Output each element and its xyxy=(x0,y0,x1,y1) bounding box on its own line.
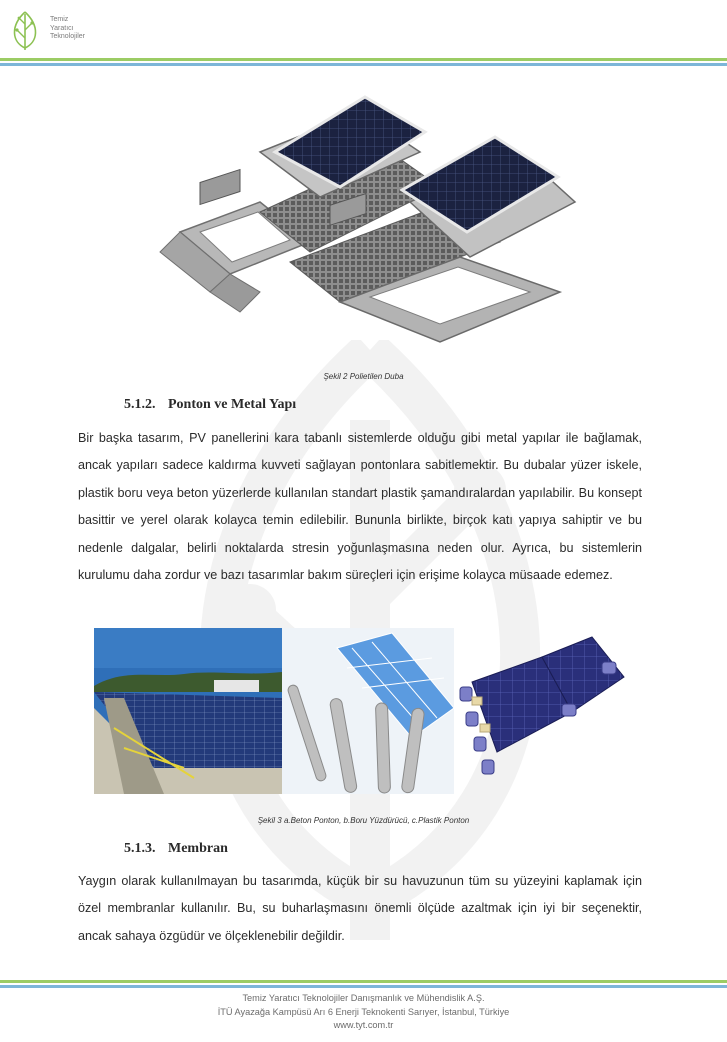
section-heading-5-1-3 xyxy=(124,841,228,857)
header-rule-green xyxy=(0,58,727,61)
image-pipe-floater xyxy=(282,628,454,794)
logo-line-1: Temiz xyxy=(50,16,69,23)
footer-address: İTÜ Ayazağa Kampüsü Arı 6 Enerji Teknokenti Sarıyer, İstanbul, Türkiye xyxy=(217,1006,510,1017)
logo-line-3: Teknolojiler xyxy=(50,33,86,40)
footer-company: Temiz Yaratıcı Teknolojiler Danışmanlık ve Mühendislik A.Ş. xyxy=(242,993,485,1003)
logo-line-2: Yaratıcı xyxy=(50,24,74,32)
section-heading-5-1-2 xyxy=(124,397,296,413)
section-number: 5.1.2. xyxy=(124,397,156,412)
paragraph-ponton-metal: Bir başka tasarım, PV panellerini kara tabanlı sistemlerde olduğu gibi metal yapılar ile bağlamak, ancak yapıları sadece kaldırma kuvveti sağlayan pontonlara sabitlemektir. Bu dubalar yüzer iskele, plastik boru veya beton yüzerlerde kullanılan standart plastik şamandıralardan yapılabilir. Bu konsept basittir ve yerel olarak kolayca temin edilebilir. Bununla birlikte, birçok katı yapıya sahiptir ve bu nedenle dalgalar, belirli noktalarda stresin yoğunlaşmasına neden olur. Ayrıca, bu sistemlerin kurulumu daha zordur ve bazı tasarımlar bakım süreçleri için erişime kolayca müsaade edemez. xyxy=(78,431,642,583)
figure-3-caption: Şekil 3 a.Beton Ponton, b.Boru Yüzdürücü, c.Plastik Ponton xyxy=(257,816,470,825)
header-rule-blue xyxy=(0,63,727,66)
paragraph-membran: Yaygın olarak kullanılmayan bu tasarımda, küçük bir su havuzunun tüm su yüzeyini kaplamak için özel membranlar kullanılır. Bu, su buharlaşmasını önemli ölçüde azaltmak için iyi bir seçenektir, ancak sahaya özgüdür ve ölçeklenebilir değildir. xyxy=(78,874,642,943)
footer-rule-blue xyxy=(0,985,727,988)
section-title: Membran xyxy=(168,841,228,856)
footer xyxy=(0,992,727,1033)
section-number: 5.1.3. xyxy=(124,841,156,856)
page-header xyxy=(0,0,727,66)
figure-2-caption: Şekil 2 Polietilen Duba xyxy=(323,372,404,381)
figure-polyethylene-float xyxy=(140,92,580,354)
footer-rule-green xyxy=(0,980,727,983)
logo-wordmark xyxy=(50,16,85,42)
section-title: Ponton ve Metal Yapı xyxy=(168,397,297,412)
footer-website-link[interactable]: www.tyt.com.tr xyxy=(333,1020,394,1030)
image-plastic-pontoon xyxy=(452,632,628,792)
figure-3-images xyxy=(94,628,454,794)
image-concrete-pontoon xyxy=(94,628,282,794)
leaf-logo-icon xyxy=(10,8,40,52)
